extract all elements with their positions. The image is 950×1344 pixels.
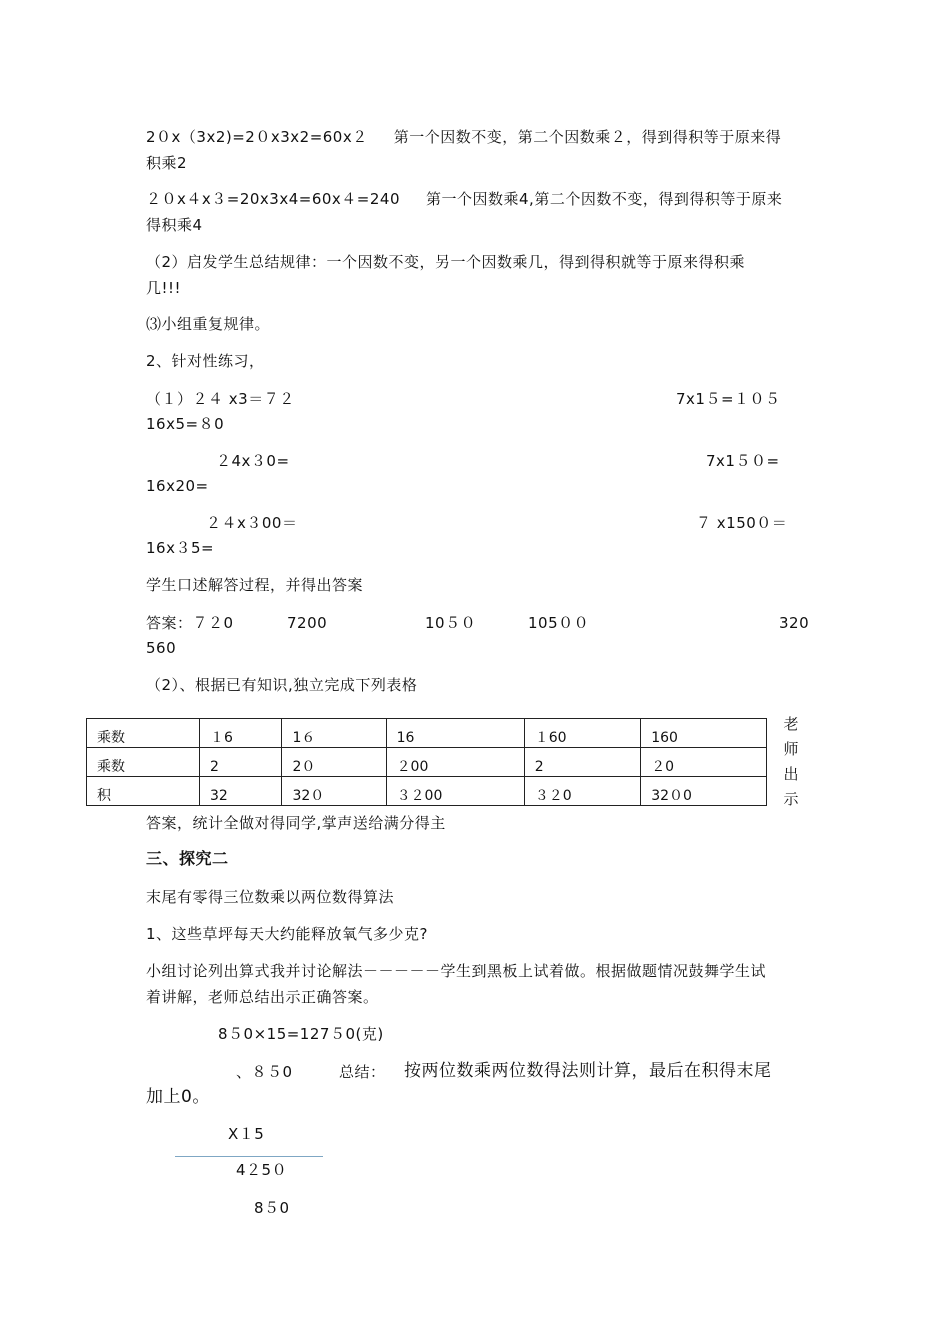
answer-value: 105００ — [528, 614, 590, 632]
answer-value: 7200 — [287, 614, 328, 632]
table-cell: ３２0 — [524, 777, 640, 806]
exercise-item: 16x20= — [146, 477, 209, 495]
vertical-calc-top: 、８５0 — [236, 1063, 293, 1081]
text-line: （2）、根据已有知识,独立完成下列表格 — [146, 676, 418, 694]
text-line: 末尾有零得三位数乘以两位数得算法 — [146, 888, 395, 906]
table-cell: ２00 — [386, 748, 524, 777]
table-cell: １6 — [200, 719, 282, 748]
table-cell: 2０ — [282, 748, 386, 777]
vertical-calc-multiplier: X１5 — [228, 1125, 265, 1143]
exercise-item: 7x1５=１０５ — [676, 390, 781, 408]
table-cell: 乘数 — [87, 719, 200, 748]
summary-label: 总结： — [339, 1063, 386, 1081]
table-cell: 32 — [200, 777, 282, 806]
multiplication-table — [86, 718, 767, 806]
answer-value: 560 — [146, 639, 177, 657]
summary-text: 加上0。 — [146, 1087, 210, 1107]
exercise-item: （１）２４ x3＝７２ — [146, 390, 295, 408]
table-cell: 积 — [87, 777, 200, 806]
table-row — [87, 777, 767, 806]
text-line: 学生口述解答过程，并得出答案 — [146, 576, 364, 594]
text-line: 2０x（3x2)=2０x3x2=60x２ 第一个因数不变，第二个因数乘２，得到得积等于原来得 — [146, 128, 782, 146]
side-note-char: 出 — [783, 765, 799, 783]
vertical-calc-partial: 4２5０ — [236, 1161, 288, 1179]
summary-text: 按两位数乘两位数得法则计算，最后在积得末尾 — [404, 1061, 772, 1081]
vertical-calc-partial: 8５0 — [254, 1199, 290, 1217]
table-cell: 160 — [641, 719, 767, 748]
text-line: 着讲解，老师总结出示正确答案。 — [146, 988, 379, 1006]
table-cell: 1６ — [282, 719, 386, 748]
section-heading: 三、探究二 — [146, 849, 229, 868]
exercise-item: 7x1５０= — [706, 452, 780, 470]
exercise-item: ２4x３0= — [216, 452, 290, 470]
answer-value: 10５０ — [425, 614, 477, 632]
exercise-item: 16x３5= — [146, 539, 215, 557]
answer-value: 320 — [779, 614, 810, 632]
table-cell: ２0 — [641, 748, 767, 777]
side-note-char: 老 — [783, 715, 799, 733]
text-line: 小组讨论列出算式我并讨论解法－－－－－学生到黑板上试着做。根据做题情况鼓舞学生试 — [146, 962, 767, 980]
side-note-vertical — [782, 712, 800, 812]
equation: 8５0×15=127５0(克) — [218, 1025, 384, 1043]
side-note-char: 师 — [783, 740, 799, 758]
table-cell: 2 — [524, 748, 640, 777]
table-row — [87, 719, 767, 748]
text-line: ⑶小组重复规律。 — [146, 315, 271, 333]
text-line: 几!!! — [146, 279, 182, 297]
text-line: 积乘2 — [146, 154, 188, 172]
table-row — [87, 748, 767, 777]
table-cell: 乘数 — [87, 748, 200, 777]
side-note-char: 示 — [783, 790, 799, 808]
text-line: 1、这些草坪每天大约能释放氧气多少克? — [146, 925, 429, 943]
table-cell: 32０ — [282, 777, 386, 806]
table-cell: ３２00 — [386, 777, 524, 806]
text-line: 2、针对性练习， — [146, 352, 265, 370]
text-line: 得积乘4 — [146, 216, 203, 234]
table-cell: １60 — [524, 719, 640, 748]
text-line: （2）启发学生总结规律：一个因数不变，另一个因数乘几，得到得积就等于原来得积乘 — [146, 253, 746, 271]
exercise-item: ７ x150０＝ — [696, 514, 788, 532]
table-cell: 2 — [200, 748, 282, 777]
calc-underline — [175, 1156, 323, 1157]
text-line: ２０x４x３=20x3x4=60x４=240 第一个因数乘4,第二个因数不变，得到得积等于原来 — [146, 190, 783, 208]
exercise-item: ２４x３00＝ — [206, 514, 298, 532]
table-cell: 16 — [386, 719, 524, 748]
table-cell: 32０0 — [641, 777, 767, 806]
exercise-item: 16x5=８0 — [146, 415, 225, 433]
answer-label: 答案：７２0 — [146, 614, 234, 632]
text-line: 答案，统计全做对得同学,掌声送给满分得主 — [146, 814, 446, 832]
